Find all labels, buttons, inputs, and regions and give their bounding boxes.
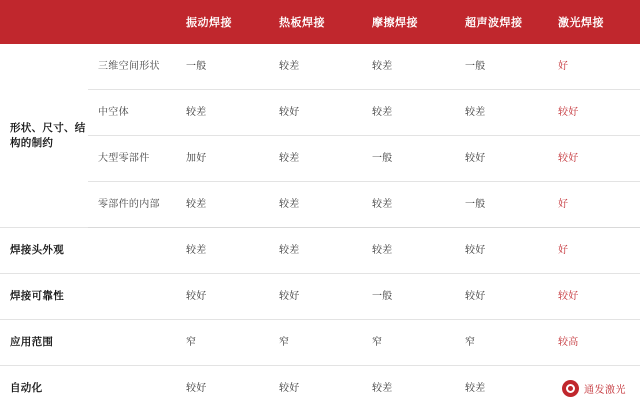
cell-friction: 一般	[362, 136, 455, 182]
circle-logo-icon	[562, 380, 579, 397]
table-row	[0, 274, 640, 320]
table-row	[0, 366, 640, 411]
cell-hotplate: 较差	[269, 44, 362, 90]
cell-hotplate: 较好	[269, 90, 362, 136]
cell-friction: 较差	[362, 228, 455, 274]
row-sub-label: 零部件的内部	[88, 182, 176, 228]
table-body	[0, 44, 640, 411]
row-group-label-weld-reliability: 焊接可靠性	[0, 274, 88, 320]
table-row	[0, 90, 640, 136]
row-sub-label: 中空体	[88, 90, 176, 136]
cell-friction: 较差	[362, 90, 455, 136]
cell-hotplate: 较差	[269, 136, 362, 182]
cell-friction: 较差	[362, 182, 455, 228]
cell-vibration: 较差	[176, 182, 269, 228]
cell-hotplate: 窄	[269, 320, 362, 366]
row-group-label-automation: 自动化	[0, 366, 88, 411]
cell-vibration: 较差	[176, 228, 269, 274]
row-group-label-shape: 形状、尺寸、结构的制约	[0, 44, 88, 228]
table-header	[0, 0, 640, 44]
cell-vibration: 较差	[176, 90, 269, 136]
row-sub-label	[88, 274, 176, 320]
table-row	[0, 320, 640, 366]
cell-ultrasonic: 较好	[455, 228, 548, 274]
header-cell-blank-2	[88, 0, 176, 44]
cell-laser: 较好	[548, 90, 640, 136]
cell-hotplate: 较差	[269, 182, 362, 228]
row-sub-label	[88, 320, 176, 366]
row-sub-label	[88, 366, 176, 411]
cell-friction: 较差	[362, 366, 455, 411]
header-cell-ultrasonic-welding: 超声波焊接	[455, 0, 548, 44]
header-cell-friction-welding: 摩擦焊接	[362, 0, 455, 44]
table-row	[0, 228, 640, 274]
watermark-label: 通发激光	[584, 381, 626, 396]
cell-laser: 较高	[548, 320, 640, 366]
header-cell-blank-1	[0, 0, 88, 44]
cell-laser: 较好	[548, 274, 640, 320]
cell-ultrasonic: 较好	[455, 274, 548, 320]
row-sub-label	[88, 228, 176, 274]
cell-hotplate: 较好	[269, 366, 362, 411]
row-sub-label: 大型零部件	[88, 136, 176, 182]
header-cell-laser-welding: 激光焊接	[548, 0, 640, 44]
header-row	[0, 0, 640, 44]
watermark-badge	[556, 377, 632, 400]
row-group-label-application-range: 应用范围	[0, 320, 88, 366]
row-group-label-weld-appearance: 焊接头外观	[0, 228, 88, 274]
cell-laser: 好	[548, 182, 640, 228]
cell-laser: 好	[548, 44, 640, 90]
table-row	[0, 136, 640, 182]
table-row	[0, 182, 640, 228]
row-sub-label: 三维空间形状	[88, 44, 176, 90]
header-cell-vibration-welding: 振动焊接	[176, 0, 269, 44]
cell-friction: 窄	[362, 320, 455, 366]
header-cell-hotplate-welding: 热板焊接	[269, 0, 362, 44]
cell-vibration: 较好	[176, 274, 269, 320]
cell-vibration: 较好	[176, 366, 269, 411]
cell-friction: 一般	[362, 274, 455, 320]
cell-ultrasonic: 一般	[455, 44, 548, 90]
cell-ultrasonic: 较好	[455, 136, 548, 182]
cell-ultrasonic: 较差	[455, 366, 548, 411]
cell-hotplate: 较好	[269, 274, 362, 320]
cell-ultrasonic: 窄	[455, 320, 548, 366]
cell-vibration: 窄	[176, 320, 269, 366]
table-row	[0, 44, 640, 90]
cell-ultrasonic: 较差	[455, 90, 548, 136]
cell-hotplate: 较差	[269, 228, 362, 274]
cell-laser: 较好	[548, 136, 640, 182]
cell-vibration: 加好	[176, 136, 269, 182]
cell-ultrasonic: 一般	[455, 182, 548, 228]
cell-friction: 较差	[362, 44, 455, 90]
cell-laser: 好	[548, 228, 640, 274]
cell-vibration: 一般	[176, 44, 269, 90]
